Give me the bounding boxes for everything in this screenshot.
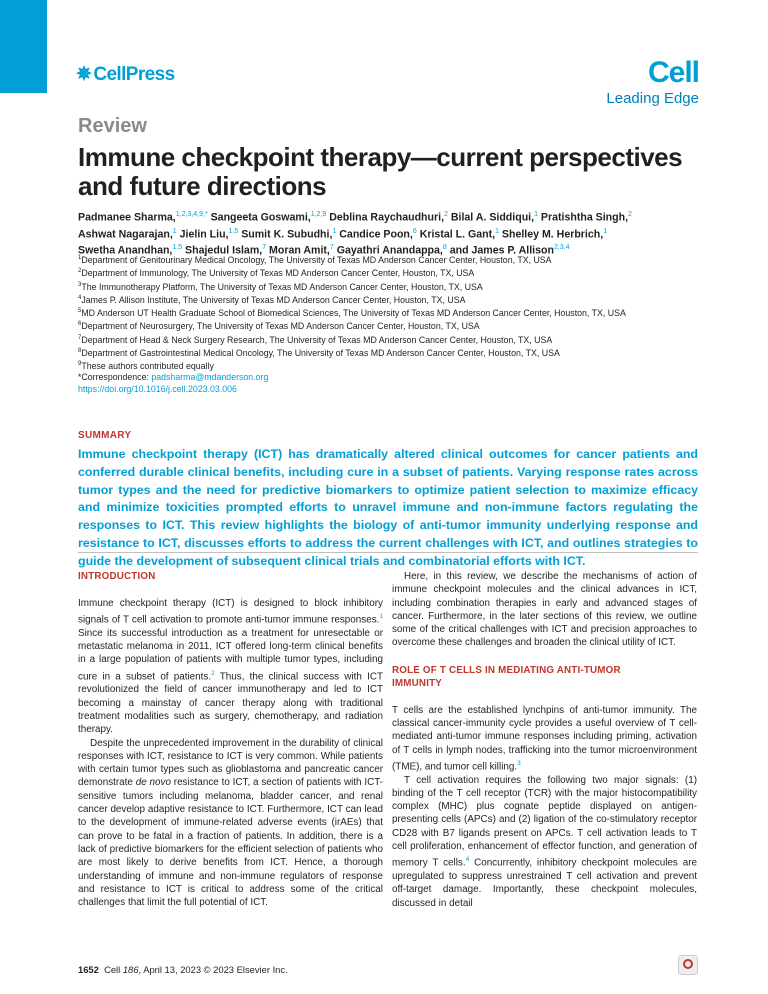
journal-logo: Cell	[647, 56, 699, 89]
intro-heading: INTRODUCTION	[78, 571, 156, 582]
intro-paragraph-1: Immune checkpoint therapy (ICT) is designed to block inhibitory signals of T cell activation to promote anti-tumor immune responses.$^1$ Since its successful introduction as a treatment for unresectable or metastatic melanoma in 2011, ICT offered long-term clinical benefits in a large population of patients with multiple tumor types, including cure in a subset of patients.$^2$ Thus, the clinical success with ICT revolutionized the field of cancer immunotherapy and led to ICT becoming a mainstay of cancer therapy along with traditional treatment modalities such as surgery, chemotherapy, and radiation therapy.	[78, 598, 383, 736]
author-list: Padmanee Sharma,$^{1,2,3,4,9,*}$ Sangeeta Goswami,$^{1,2,9}$ Deblina Raychaudhuri,$^2$ Bilal A. Siddiqui,$^1$ Pratishtha Singh,$^2$ Ashwat Nagarajan,$^1$ Jielin Liu,$^{1,5}$ Sumit K. Subudhi,$^1$ Candice Poon,$^6$ Kristal L. Gant,$^1$ Shelley M. Herbrich,$^1$ Swetha Anandhan,$^{1,5}$ Shajedul Islam,$^7$ Moran Amit,$^7$ Gayathri Anandappa,$^8$ and James P. Allison$^{2,3,4}$	[78, 211, 632, 257]
summary-text: Immune checkpoint therapy (ICT) has dramatically altered clinical outcomes for cancer patients and conferred durable clinical benefits, including cure in a subset of patients. Varying response rates across tumor types and the need for predictive biomarkers to optimize patient selection to maximize efficacy and minimize toxicities prompted efforts to unravel immune and non-immune factors regulating the responses to ICT. This review highlights the biology of anti-tumor immunity underlying response and resistance to ICT, discusses efforts to address the current challenges with ICT, and outlines strategies to guide the development of subsequent clinical trials and combinatorial efforts with ICT.	[78, 447, 698, 568]
title-line-1: Immune checkpoint therapy—current perspectives	[78, 142, 683, 172]
right-column	[392, 570, 697, 910]
tcells-heading	[392, 664, 697, 690]
intro-paragraph-2: Despite the unprecedented improvement in the durability of clinical responses with ICT, resistance to ICT is very common. While patients with certain tumor types such as glioblastoma and pancreatic cancer demonstrate de novo resistance to ICT, a section of patients with ICT-sensitive tumors including melanoma, bladder cancer, and renal cancer develop adaptive resistance to ICT. Furthermore, ICT can lead to the development of immune-related adverse events (irAEs) that can prove to be fatal in a fraction of patients. In addition, there is a lack of predictive biomarkers for the efficient selection of patients who are most likely to derive benefits from ICT. Hence, a thorough understanding of immune and non-immune regulators of response and resistance to ICT is critical to address some of the critical challenges that limit the full potential of ICT.	[78, 737, 383, 909]
page-footer	[78, 964, 288, 975]
article-type: Review	[78, 115, 147, 137]
left-column	[78, 570, 383, 909]
affiliation-list: $^1$Department of Genitourinary Medical Oncology, The University of Texas MD Anderson Cancer Center, Houston, TX, USA $^2$Department of Immunology, The University of Texas MD Anderson Cancer Center, Houston, TX, USA $^3$The Immunotherapy Platform, The University of Texas MD Anderson Cancer Center, Houston, TX, USA $^4$James P. Allison Institute, The University of Texas MD Anderson Cancer Center, Houston, TX, USA $^5$MD Anderson UT Health Graduate School of Biomedical Sciences, The University of Texas MD Anderson Cancer Center, Houston, TX, USA $^6$Department of Neurosurgery, The University of Texas MD Anderson Cancer Center, Houston, TX, USA $^7$Department of Head & Neck Surgery Research, The University of Texas MD Anderson Cancer Center, Houston, TX, USA $^8$Department of Gastrointestinal Medical Oncology, The University of Texas MD Anderson Cancer Center, Houston, TX, USA $^9$These authors contributed equally *Correspondence: padsharma@mdanderson.org https://doi.org/10.1016/j.cell.2023.03.006	[78, 254, 626, 394]
publisher-name: CellPress	[93, 64, 175, 85]
cellpress-logo	[76, 63, 175, 86]
tcells-paragraph-1: T cells are the established lynchpins of anti-tumor immunity. The classical cancer-immunity cycle provides a useful overview of T cell-mediated anti-tumor immune responses including priming, activation of T cells in lymph nodes, trafficking into the tumor microenvironment (TME), and tumor cell killing.$^3$	[392, 704, 697, 773]
intro-paragraph-3: Here, in this review, we describe the mechanisms of action of immune checkpoint molecules and the clinical advances in ICT, including combination therapies in early and advanced stages of cancer. Furthermore, in the later sections of this review, we outline some of the critical challenges with ICT and precision approaches to overcome these challenges and broaden the clinical utility of ICT.	[392, 571, 697, 649]
article-title	[78, 143, 718, 201]
check-for-updates-button[interactable]	[678, 955, 698, 975]
tcells-heading-line-2: IMMUNITY	[392, 677, 443, 689]
cellpress-icon: ✵	[76, 64, 92, 85]
footer-citation: Cell 186, April 13, 2023 © 2023 Elsevier Inc.	[104, 964, 288, 975]
summary-divider	[78, 552, 698, 553]
tcells-paragraph-2: T cell activation requires the following two major signals: (1) binding of the T cell receptor (TCR) with the major histocompatibility complex (MHC) plus cognate peptide displayed on antigen-presenting cells (APCs) and (2) ligation of the co-stimulatory receptor CD28 with B7 ligands present on APCs. T cell activation leads to T cell proliferation, enhancement of effector function, and generation of memory T cells.$^4$ Concurrently, inhibitory checkpoint molecules are upregulated to suppress unrestrained T cell activation and prevent off-target damage. Importantly, these checkpoint molecules, discussed in detail	[392, 774, 697, 909]
page-number: 1652	[78, 964, 99, 975]
tcells-heading-line-1: ROLE OF T CELLS IN MEDIATING ANTI-TUMOR	[392, 664, 621, 676]
journal-section: Leading Edge	[606, 90, 699, 107]
check-for-updates-icon	[683, 959, 693, 969]
corner-accent-block	[0, 0, 47, 93]
title-line-2: and future directions	[78, 171, 327, 201]
summary-heading: SUMMARY	[78, 430, 132, 441]
